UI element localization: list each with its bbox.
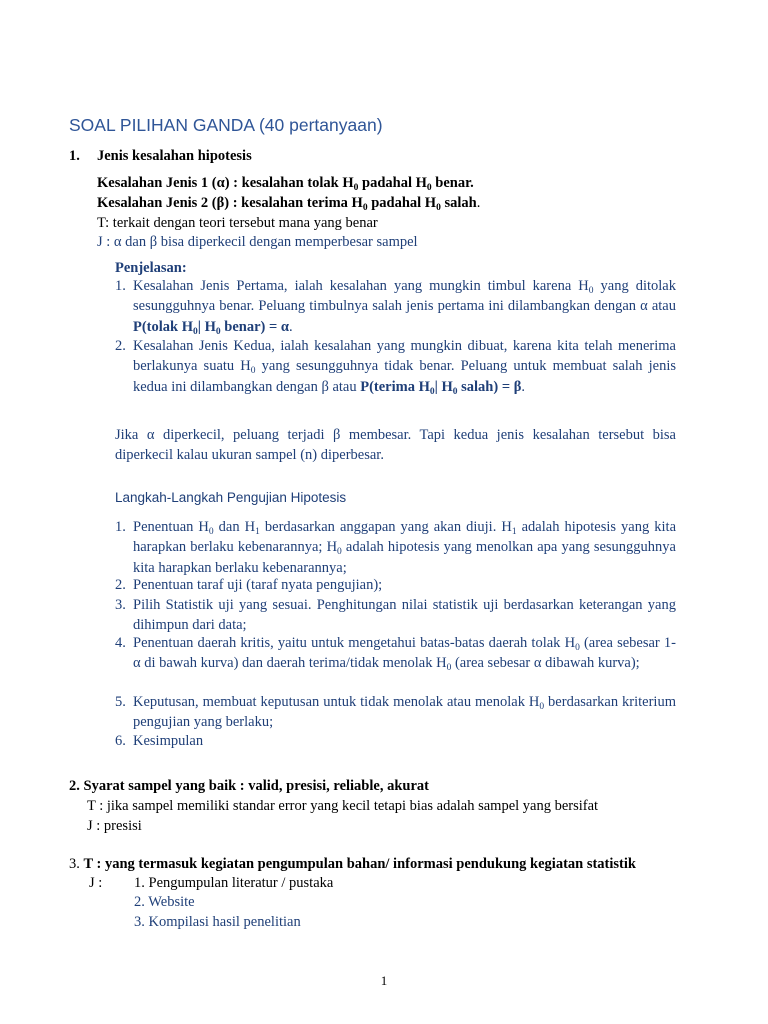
q1-question: T: terkait dengan teori tersebut mana yang benar (97, 215, 378, 231)
q1-error-type-2: Kesalahan Jenis 2 (β) : kesalahan terima $H_0$ padahal $H_0$ salah. (97, 195, 481, 213)
q3-title: 3. T : yang termasuk kegiatan pengumpulan bahan/ informasi pendukung kegiatan statistik (69, 856, 636, 872)
q3-answer-2: 2. Website (134, 894, 195, 910)
q1-title: Jenis kesalahan hipotesis (97, 148, 252, 164)
q3-answer-1: 1. Pengumpulan literatur / pustaka (134, 875, 334, 891)
step-item-5: 5. Keputusan, membuat keputusan untuk tidak menolak atau menolak $H_0$ berdasarkan kriterium pengujian yang berlaku; (115, 694, 676, 731)
q2-title: 2. Syarat sampel yang baik : valid, presisi, reliable, akurat (69, 778, 429, 794)
q2-question: T : jika sampel memiliki standar error yang kecil tetapi bias adalah sampel yang bersifat (87, 798, 599, 814)
q1-number: 1. (69, 148, 80, 164)
step-item-3: 3. Pilih Statistik uji yang sesuai. Penghitungan nilai statistik uji berdasarkan keterangan yang dihimpun dari data; (115, 597, 676, 634)
q3-answer-label: J : (89, 875, 103, 891)
step-item-6: 6. Kesimpulan (115, 733, 204, 749)
q1-answer: J : α dan β bisa diperkecil dengan memperbesar sampel (97, 234, 418, 250)
steps-title: Langkah-Langkah Pengujian Hipotesis (115, 490, 347, 505)
page-number: 1 (380, 973, 388, 988)
q1-error-type-1: Kesalahan Jenis 1 (α) : kesalahan tolak $H_0$ padahal $H_0$ benar. (97, 175, 474, 193)
step-item-4: 4. Penentuan daerah kritis, yaitu untuk mengetahui batas-batas daerah tolak $H_0$ (area sebesar 1- α di bawah kurva) dan daerah terima/tidak menolak $H_0$ (area sebesar α dibawah kurva); (115, 635, 676, 674)
explanation-item-1: 1. Kesalahan Jenis Pertama, ialah kesalahan yang mungkin timbul karena $H_0$ yang ditolak sesungguhnya benar. Peluang timbulnya salah jenis pertama ini dilambangkan dengan α atau P(tolak $H_0|$ $H_0$ benar) = α. (115, 278, 676, 337)
q3-answer-3: 3. Kompilasi hasil penelitian (134, 914, 301, 930)
explanation-title: Penjelasan: (115, 260, 187, 276)
explanation-note: Jika α diperkecil, peluang terjadi β membesar. Tapi kedua jenis kesalahan tersebut bisa diperkecil kalau ukuran sampel (n) diperbesar. (115, 427, 676, 464)
step-item-1: 1. Penentuan $H_0$ dan $H_1$ berdasarkan anggapan yang akan diuji. $H_1$ adalah hipotesis yang kita harapkan berlaku kebenarannya; $H_0$ adalah hipotesis yang menolkan apa yang sesungguhnya kita harapkan berlaku kebenarannya; (115, 519, 677, 576)
page-title: SOAL PILIHAN GANDA (40 pertanyaan) (69, 115, 383, 135)
explanation-item-2: 2. Kesalahan Jenis Kedua, ialah kesalahan yang mungkin dibuat, karena kita telah menerima berlakunya suatu $H_0$ yang sesungguhnya tidak benar. Peluang untuk membuat salah jenis kedua ini dilambangkan dengan β atau P(terima $H_0|$ $H_0$ salah) = β. (115, 338, 676, 397)
step-item-2: 2. Penentuan taraf uji (taraf nyata pengujian); (115, 577, 383, 593)
q2-answer: J : presisi (87, 818, 142, 834)
